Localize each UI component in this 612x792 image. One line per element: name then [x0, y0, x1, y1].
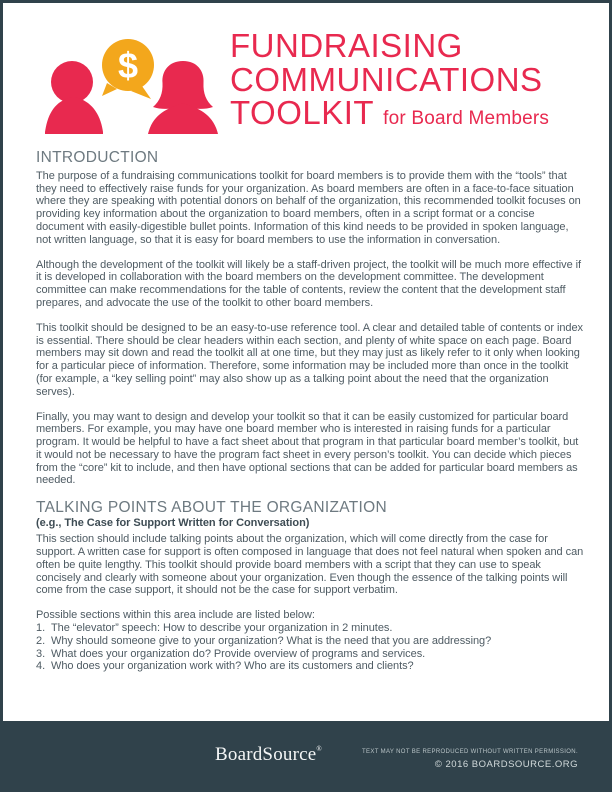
title-line-1: FUNDRAISING [230, 27, 463, 64]
boardsource-logo-text: BoardSource [215, 744, 317, 765]
list-item [36, 648, 584, 661]
intro-paragraph-4: Finally, you may want to design and develop your toolkit so that it can be easily customized for particular board members. For example, you may have one board member who is interested in raising funds for a particular program. It would be helpful to have a fact sheet about that program in that particular board member’s toolkit, but it would not be necessary to have the program fact sheet in every person’s toolkit. You can decide which pieces from the “core” kit to include, and then have optional sections that can be added for particular board members as needed. [36, 410, 579, 487]
intro-paragraph-2: Although the development of the toolkit will likely be a staff-driven project, the toolkit will be much more effective if it is developed in collaboration with the board members on the development committee. The development committee can make recommendations for the table of contents, review the content that the development staff prepares, and advocate the use of the toolkit to other board members. [36, 258, 582, 309]
list-item [36, 635, 584, 648]
list-item-number: 1. [36, 622, 46, 635]
possible-sections-list [36, 622, 584, 673]
title-suffix: for Board Members [383, 108, 550, 129]
talking-points-subheading: (e.g., The Case for Support Written for Conversation) [36, 517, 310, 530]
talking-points-paragraph: This section should include talking points about the organization, which will come directly from the case for support. A written case for support is often composed in language that does not feel natural when spoken and can often be quite lengthy. This toolkit should provide board members with a script that they can use to speak concisely and clearly with someone about your organization. Even though the essence of the talking points will come from the case support, it should not be the case for support verbatim. [36, 533, 584, 597]
dollar-speech-bubble-icon [102, 39, 154, 99]
page-content [36, 149, 584, 673]
list-item-number: 3. [36, 647, 46, 660]
list-item-number: 4. [36, 660, 46, 673]
title-line-3: TOOLKIT [230, 94, 375, 131]
document-title [230, 29, 549, 130]
people-conversation-dollar-icon [41, 31, 221, 136]
dollar-sign-glyph: $ [117, 45, 139, 86]
intro-paragraph-3: This toolkit should be designed to be an easy-to-use reference tool. A clear and detailed table of contents or index is essential. There should be clear headers within each section, and plenty of white space on each page. Board members may sit down and read the toolkit all at one time, but they may just as likely refer to it only when looking for a particular piece of information. Therefore, some information may be included more than once in the toolkit (for example, a “key selling point” may also show up as a talking point about the need that the organization serves). [36, 322, 583, 398]
boardsource-logo [215, 744, 322, 766]
registered-trademark-mark: ® [316, 745, 322, 753]
intro-paragraph-1: The purpose of a fundraising communications toolkit for board members is to provide them with the “tools” that they need to effectively raise funds for your organization. As board members are often in a face-to-face situation where they are speaking with potential donors on behalf of the organization, this recommended toolkit focuses on providing key information about the organization to board members, often in a script format or a concise document with easily-digestible bullet points. Information of this kind needs to be provided in spoken language, not written language, so that it is easy for board members to use the information in conversation. [36, 170, 581, 246]
list-item-text: The “elevator” speech: How to describe your organization in 2 minutes. [51, 622, 393, 635]
woman-silhouette-icon [148, 61, 218, 134]
copyright-line: © 2016 BOARDSOURCE.ORG [434, 759, 578, 770]
footer-bar [3, 721, 609, 789]
introduction-heading: INTRODUCTION [36, 149, 159, 166]
list-item-number: 2. [36, 634, 46, 647]
list-item [36, 622, 584, 635]
talking-points-heading: TALKING POINTS ABOUT THE ORGANIZATION [36, 499, 388, 517]
list-item-text: Why should someone give to your organization? What is the need that you are addressing? [51, 634, 492, 647]
list-item [36, 660, 584, 673]
list-intro-line: Possible sections within this area include are listed below: [36, 609, 315, 622]
title-line-2: COMMUNICATIONS [230, 60, 543, 98]
list-item-text: What does your organization do? Provide overview of programs and services. [51, 647, 426, 660]
man-silhouette-icon [45, 61, 103, 134]
permission-notice: TEXT MAY NOT BE REPRODUCED WITHOUT WRITTEN PERMISSION. [361, 749, 578, 755]
list-item-text: Who does your organization work with? Who are its customers and clients? [51, 660, 414, 673]
